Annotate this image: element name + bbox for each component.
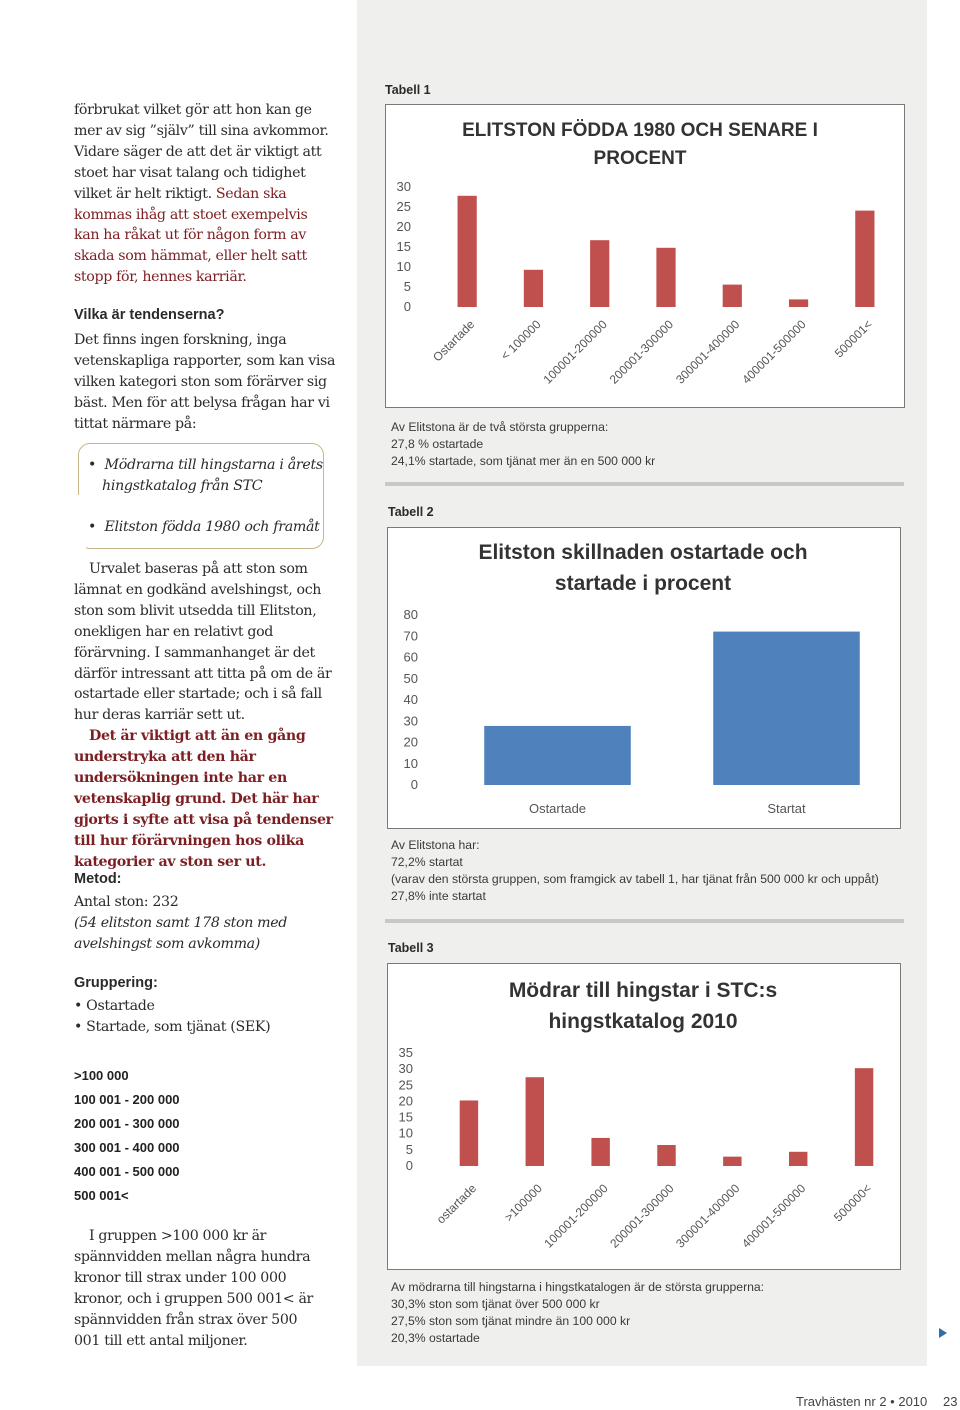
- t3-cap-2: 30,3% ston som tjänat över 500 000 kr: [391, 1297, 600, 1311]
- bar: [591, 1138, 609, 1166]
- heading-gruppering: Gruppering:: [74, 975, 158, 991]
- intro-paragraph: [74, 100, 336, 288]
- y-tick-label: 5: [403, 279, 411, 294]
- y-tick-label: 30: [398, 1061, 413, 1077]
- bar: [524, 270, 543, 307]
- bar: [855, 211, 874, 307]
- t3-cap-1: Av mödrarna till hingstarna i hingstkatalogen är de största grupperna:: [391, 1280, 765, 1294]
- bullet-1-line1: Mödrarna till hingstarna i årets: [104, 457, 323, 473]
- x-tick-label: 300001-400000: [673, 1181, 743, 1251]
- span-text: I gruppen >100 000 kr är spännvidden mellan några hundra kronor till strax under 100 000 kronor, och i gruppen 500 001< är spännvidden från strax över 500 001 till ett antal miljoner.: [74, 1228, 313, 1349]
- y-tick-label: 10: [403, 755, 418, 771]
- bullet-2: • Elitston födda 1980 och framåt: [88, 519, 320, 535]
- t2-cap-3: (varav den största gruppen, som framgick av tabell 1, har tjänat från 500 000 kr och uppåt): [391, 872, 879, 886]
- y-tick-label: 40: [403, 692, 418, 707]
- footer-page-number: 23: [943, 1394, 958, 1409]
- y-tick-label: 0: [410, 777, 418, 792]
- chart-title: PROCENT: [593, 148, 687, 169]
- bar: [713, 632, 860, 785]
- t1-cap-3: 24,1% startade, som tjänat mer än en 500 000 kr: [391, 454, 656, 468]
- range-1: >100 000: [74, 1068, 129, 1083]
- chart3-frame: [387, 963, 901, 1270]
- t3-cap-3: 27,5% ston som tjänat mindre än 100 000 kr: [391, 1314, 631, 1328]
- chart-title: ELITSTON FÖDDA 1980 OCH SENARE I: [462, 120, 818, 141]
- bar: [526, 1077, 544, 1166]
- bullet-1-line2: hingstkatalog från STC: [102, 478, 263, 494]
- y-tick-label: 10: [398, 1125, 413, 1141]
- x-tick-label: Startat: [767, 801, 806, 816]
- range-3: 200 001 - 300 000: [74, 1116, 180, 1131]
- y-tick-label: 25: [396, 199, 411, 214]
- tendens-paragraph: [74, 330, 336, 435]
- y-tick-label: 0: [405, 1158, 413, 1173]
- footer-magazine: Travhästen nr 2 • 2010: [796, 1394, 928, 1409]
- x-tick-label: ostartade: [433, 1181, 480, 1227]
- bar: [656, 248, 675, 307]
- divider-1: [385, 482, 904, 486]
- range-2: 100 001 - 200 000: [74, 1092, 180, 1107]
- divider-2: [385, 919, 904, 923]
- y-tick-label: 60: [403, 649, 418, 665]
- bar: [723, 285, 742, 307]
- bar: [855, 1068, 873, 1166]
- y-tick-label: 35: [398, 1045, 413, 1060]
- y-tick-label: 25: [398, 1077, 413, 1093]
- y-tick-label: 20: [396, 219, 411, 234]
- x-tick-label: Ostartade: [430, 317, 478, 365]
- range-4: 300 001 - 400 000: [74, 1140, 180, 1155]
- y-tick-label: 20: [403, 734, 418, 750]
- intro-red-text: Sedan ska kommas ihåg att stoet exempelvis kan ha råkat ut för någon form av skada som hämmat, eller helt satt stopp för, hennes karriär.: [74, 185, 308, 286]
- t2-cap-1: Av Elitstona har:: [391, 838, 480, 852]
- chart1-svg: [386, 105, 904, 407]
- y-tick-label: 20: [398, 1093, 413, 1109]
- antal-detail: (54 elitston samt 178 ston med avelshingst som avkomma): [74, 915, 288, 952]
- group-ostartade: • Ostartade: [74, 998, 155, 1014]
- x-tick-label: 200001-300000: [607, 1181, 677, 1251]
- y-tick-label: 30: [396, 179, 411, 194]
- bar: [458, 196, 477, 307]
- x-tick-label: >100000: [501, 1181, 545, 1225]
- table1-label: Tabell 1: [385, 83, 431, 97]
- chart-title: hingstkatalog 2010: [548, 1010, 738, 1033]
- chart3-svg: [388, 964, 900, 1269]
- t1-cap-2: 27,8 % ostartade: [391, 437, 484, 451]
- x-tick-label: Ostartade: [528, 801, 587, 816]
- intro-text: förbrukat vilket gör att hon kan ge mer av sig ”själv” till sina avkommor. Vidare säger de att det är viktigt att stoet har visat talang och tidighet vilket är helt riktigt.: [74, 102, 329, 202]
- x-tick-label: 100001-200000: [540, 317, 610, 387]
- x-tick-label: 400001-500000: [739, 317, 809, 387]
- table3-label: Tabell 3: [388, 941, 434, 955]
- group-startade: • Startade, som tjänat (SEK): [74, 1019, 271, 1035]
- box-gap: [78, 495, 86, 549]
- urval-paragraph: [74, 559, 336, 873]
- bar: [484, 726, 631, 785]
- chart-title: Elitston skillnaden ostartade och: [478, 541, 808, 564]
- x-tick-label: < 100000: [498, 317, 544, 363]
- y-tick-label: 10: [396, 259, 411, 274]
- x-tick-label: 300001-400000: [673, 317, 743, 387]
- heading-tendenser: Vilka är tendenserna?: [74, 307, 225, 323]
- bar: [723, 1157, 741, 1166]
- next-arrow-icon: [938, 1327, 948, 1339]
- urval-text: Urvalet baseras på att ston som lämnat en godkänd avelshingst, och ston som blivit utsedda till Elitston, onekligen har en relativt god förärvning. I sammanhanget är det därför intressant att titta på om de är ostartade eller startade; och i så fall hur deras karriär sett ut.: [74, 561, 332, 724]
- chart2-frame: [387, 527, 901, 829]
- bar: [590, 240, 609, 307]
- x-tick-label: 400001-500000: [738, 1181, 809, 1251]
- y-tick-label: 0: [403, 299, 411, 314]
- table3-caption: [391, 1279, 764, 1347]
- urval-red-text: Det är viktigt att än en gång understryka att den här undersökningen inte har en vetenskaplig grund. Det här har gjorts i syfte att visa på tendenser till hur förärvningen hos olika kategorier av ston ser ut.: [74, 728, 333, 870]
- span-paragraph: [74, 1226, 324, 1351]
- bar: [460, 1100, 478, 1166]
- t2-cap-2: 72,2% startat: [391, 855, 463, 869]
- bar: [657, 1145, 675, 1166]
- bullet-1: • Mödrarna till hingstarna i årets: [88, 457, 323, 473]
- y-tick-label: 30: [403, 713, 418, 729]
- y-tick-label: 50: [403, 670, 418, 686]
- chart2-svg: [388, 528, 900, 828]
- table2-label: Tabell 2: [388, 505, 434, 519]
- bar: [789, 299, 808, 307]
- x-tick-label: 100001-200000: [541, 1181, 611, 1251]
- y-tick-label: 15: [398, 1109, 413, 1125]
- x-tick-label: 500001<: [831, 317, 875, 361]
- range-6: 500 001<: [74, 1188, 129, 1203]
- bar: [789, 1152, 807, 1166]
- table1-caption: [391, 419, 655, 470]
- y-tick-label: 70: [403, 628, 418, 644]
- x-tick-label: 500000<: [831, 1181, 875, 1225]
- bullet-2-text: Elitston födda 1980 och framåt: [104, 519, 320, 535]
- t2-cap-4: 27,8% inte startat: [391, 889, 486, 903]
- chart-title: startade i procent: [554, 572, 732, 595]
- t3-cap-4: 20,3% ostartade: [391, 1331, 480, 1345]
- heading-metod: Metod:: [74, 871, 122, 887]
- chart1-frame: [385, 104, 905, 408]
- range-5: 400 001 - 500 000: [74, 1164, 180, 1179]
- chart-title: Mödrar till hingstar i STC:s: [508, 979, 778, 1002]
- tendens-text: Det finns ingen forskning, inga vetenskapliga rapporter, som kan visa vilken kategori ston som förärver sig bäst. Men för att belysa frågan har vi tittat närmare på:: [74, 332, 336, 432]
- table2-caption: [391, 837, 879, 905]
- x-tick-label: 200001-300000: [606, 317, 677, 387]
- y-tick-label: 5: [405, 1141, 413, 1157]
- y-tick-label: 80: [403, 607, 418, 622]
- t1-cap-1: Av Elitstona är de två största grupperna:: [391, 420, 609, 434]
- y-tick-label: 15: [396, 239, 411, 254]
- antal-ston: Antal ston: 232: [74, 894, 179, 910]
